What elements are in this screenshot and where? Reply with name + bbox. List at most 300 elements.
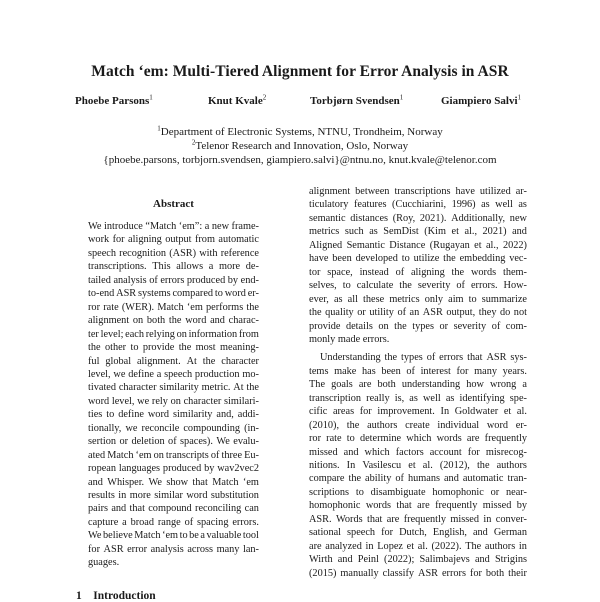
word: define	[128, 368, 154, 380]
word: tionally,	[88, 422, 122, 434]
word: or	[357, 307, 366, 319]
word: Goldwater	[454, 406, 499, 418]
word: languages	[118, 463, 161, 475]
contact-emails	[0, 154, 600, 166]
word: improvement.	[377, 406, 435, 418]
word: missed	[450, 513, 480, 525]
word: Strigins	[494, 554, 527, 566]
word: authors	[484, 540, 516, 552]
word: as	[445, 392, 455, 404]
word: ror	[309, 433, 322, 445]
author-sup: 1	[399, 93, 404, 102]
word: alignment	[88, 315, 130, 327]
text-line	[88, 274, 259, 287]
word: error	[127, 543, 148, 555]
word: the	[348, 473, 362, 485]
word: The	[465, 540, 482, 552]
word: ‘em	[242, 476, 259, 488]
text-line	[88, 529, 259, 542]
word: as	[409, 392, 418, 404]
text-line	[88, 502, 259, 515]
word: they	[478, 307, 497, 319]
word: the	[246, 301, 259, 313]
word: to	[355, 486, 364, 498]
word: com-	[505, 320, 527, 332]
word: homophonic	[309, 500, 361, 512]
word: ASR	[486, 352, 507, 364]
word: disambiguate	[370, 486, 426, 498]
word: Match	[212, 476, 239, 488]
word: reconciling	[195, 503, 242, 515]
word: the	[178, 342, 192, 354]
word: and,	[216, 409, 234, 421]
word: areas	[332, 406, 355, 418]
text-line	[309, 486, 527, 499]
word: introduce	[103, 221, 143, 232]
word: show	[166, 476, 189, 488]
word: frequently	[403, 513, 447, 525]
word: a	[522, 379, 527, 391]
word: really	[366, 392, 390, 404]
word: the	[168, 315, 182, 327]
paper-title: Match ‘em: Multi-Tiered Alignment for Error Analysis in ASR	[91, 63, 509, 80]
word: 2021)	[482, 226, 507, 238]
word: many	[216, 543, 240, 555]
text-line	[88, 489, 259, 502]
word: rate	[103, 301, 119, 313]
word: ever,	[309, 293, 329, 305]
author-4	[441, 95, 521, 107]
word: authors	[496, 460, 527, 471]
word: vec-	[509, 253, 527, 265]
word: instead	[359, 266, 389, 278]
text-line	[309, 472, 527, 485]
word: er-	[247, 288, 259, 300]
word: or	[490, 486, 500, 498]
word: the	[476, 460, 490, 471]
text-line	[88, 422, 259, 435]
word: (2022).	[431, 540, 462, 552]
text-line-content: monly made errors.	[309, 333, 390, 345]
word: them-	[502, 266, 527, 278]
word: aligning	[128, 234, 162, 246]
word: Distance	[389, 239, 426, 251]
word: of	[184, 516, 194, 528]
word: of	[456, 280, 465, 292]
word: types	[401, 352, 423, 364]
text-line	[88, 220, 259, 233]
word: that	[192, 476, 208, 488]
word: ASR	[422, 307, 443, 319]
word: Match	[134, 530, 161, 542]
word: space,	[327, 266, 353, 278]
text-line	[88, 381, 259, 394]
text-line	[309, 405, 527, 418]
text-line	[309, 266, 527, 279]
word: systems	[138, 288, 171, 300]
author-3	[310, 95, 403, 107]
word: We	[216, 436, 230, 448]
word: (WER).	[121, 301, 155, 313]
word: as	[333, 293, 343, 305]
word: are	[466, 433, 480, 445]
text-line	[309, 293, 527, 306]
word: transcriptions	[394, 186, 451, 197]
text-line	[309, 392, 527, 405]
word: sertion	[88, 436, 117, 448]
word: do	[499, 307, 511, 319]
word: (in-	[244, 422, 259, 434]
word: (Rugayan	[429, 239, 470, 251]
text-line	[309, 279, 527, 292]
word: tool	[242, 530, 259, 542]
text-line	[309, 567, 527, 580]
word: of	[491, 320, 501, 332]
word: mo-	[242, 368, 259, 380]
word: tems	[309, 365, 329, 377]
word: Semantic	[346, 239, 385, 251]
word: Match	[107, 449, 134, 461]
text-line	[88, 435, 259, 448]
word: ter	[88, 328, 99, 340]
word: as	[369, 226, 378, 238]
word: similar	[154, 490, 183, 501]
word: word	[186, 490, 208, 501]
word: ASR	[418, 567, 439, 579]
word: transcripts	[165, 449, 209, 461]
word: global	[105, 355, 132, 367]
author-name: Phoebe Parsons	[75, 95, 150, 107]
section-heading	[76, 590, 156, 602]
word: such	[344, 226, 364, 238]
word: provide	[142, 342, 175, 354]
word: spe-	[509, 392, 527, 404]
word: each	[125, 328, 145, 340]
word: for	[469, 567, 482, 579]
word: tailed	[88, 274, 111, 286]
word: create	[405, 419, 430, 431]
word: to	[106, 409, 115, 421]
word: word	[224, 288, 246, 300]
word: 2022)	[502, 239, 527, 251]
text-line	[309, 306, 527, 319]
word: has	[361, 365, 376, 377]
author-sup: 1	[149, 93, 153, 102]
word: and	[210, 315, 225, 327]
word: by	[204, 463, 215, 475]
word: sational	[309, 527, 342, 539]
word: are	[386, 513, 400, 525]
word: their	[508, 567, 527, 579]
word: In	[346, 460, 356, 471]
word: on	[378, 320, 389, 332]
word: are	[309, 540, 322, 552]
section-title: Introduction	[93, 590, 156, 602]
word: (ASR)	[169, 247, 197, 259]
word: not	[513, 307, 527, 319]
word: of	[210, 449, 220, 461]
word: individual	[437, 419, 480, 431]
word: that	[129, 503, 145, 515]
word: ror	[88, 301, 101, 313]
word: Dutch,	[399, 527, 427, 539]
author-1	[75, 95, 153, 107]
word: automatic	[218, 234, 259, 246]
word: been	[381, 365, 401, 377]
word: errors	[441, 567, 466, 579]
text-line	[88, 462, 259, 475]
word: the	[384, 352, 398, 364]
word: new	[211, 221, 230, 232]
word: missed	[482, 500, 512, 512]
word: produced	[162, 463, 202, 475]
word: This	[152, 261, 171, 273]
word: ropean	[88, 463, 117, 475]
word: across	[187, 543, 214, 555]
word: and	[443, 473, 459, 485]
word: in	[118, 490, 127, 501]
word: to	[342, 280, 351, 292]
word: word	[185, 315, 207, 327]
word: meaning-	[220, 342, 259, 354]
word: nitions.	[309, 460, 340, 471]
word: both	[146, 315, 166, 327]
text-line	[309, 351, 527, 364]
text-line	[309, 225, 527, 238]
word: 1996)	[451, 199, 476, 211]
author-name: Torbjørn Svendsen	[310, 95, 400, 107]
word: range	[157, 516, 181, 528]
word: the	[246, 382, 259, 394]
word: a	[208, 261, 214, 273]
word: Salimbajevs	[419, 554, 470, 566]
word: or	[439, 320, 449, 332]
word: compared	[172, 288, 214, 300]
word: can	[244, 503, 259, 515]
word: of	[397, 307, 407, 319]
word: Match	[157, 301, 184, 313]
word: frame-	[231, 221, 259, 232]
text-line	[88, 247, 259, 260]
word: similari-	[224, 395, 259, 407]
word: information	[188, 328, 238, 340]
word: allows	[176, 261, 204, 273]
text-line	[88, 260, 259, 273]
email-text: {phoebe.parsons, torbjorn.svendsen, giampiero.salvi}@ntnu.no, knut.kvale@telenor.com	[103, 154, 497, 166]
word: speech	[347, 527, 376, 539]
abstract-heading: Abstract	[153, 198, 194, 210]
word: interest	[420, 365, 451, 377]
word: frequently	[484, 433, 527, 445]
text-line	[309, 239, 527, 252]
word: new	[509, 212, 527, 224]
word: output,	[446, 307, 476, 319]
word: identifying	[459, 392, 505, 404]
word: of	[395, 266, 405, 278]
word: quality	[325, 307, 354, 319]
text-line	[309, 365, 527, 378]
word: conver-	[495, 513, 527, 525]
word: well	[422, 392, 441, 404]
word: ability	[365, 473, 392, 485]
word: wrong	[490, 379, 517, 391]
word: al.,	[464, 226, 478, 238]
text-line	[309, 459, 527, 472]
word: many	[474, 365, 497, 377]
text-line	[309, 446, 527, 459]
word: evalu-	[233, 436, 259, 448]
word: end-	[240, 274, 259, 286]
word: only	[424, 293, 444, 305]
text-line	[309, 212, 527, 225]
word: Eu-	[244, 449, 259, 461]
word: both	[485, 567, 505, 579]
word: analysis	[150, 543, 184, 555]
word: spacing	[197, 516, 229, 528]
word: tran-	[507, 473, 527, 485]
word: ‘em”:	[178, 221, 203, 232]
word: How-	[503, 280, 527, 292]
word: both	[377, 379, 396, 391]
word: a	[122, 516, 127, 528]
word: the	[451, 266, 465, 278]
word: al.	[422, 460, 433, 471]
word: distances	[350, 212, 389, 224]
word: understanding	[401, 379, 461, 391]
word: broad	[130, 516, 155, 528]
word: is,	[394, 392, 405, 404]
word: produced	[186, 274, 226, 286]
word: (2012),	[439, 460, 470, 471]
word: believe	[102, 530, 133, 542]
word: more	[129, 490, 151, 501]
word: (Kim	[424, 226, 446, 238]
text-line	[309, 419, 527, 432]
word: ties	[88, 409, 103, 421]
word: and	[512, 226, 527, 238]
word: In	[440, 406, 450, 418]
word: ated	[88, 449, 106, 461]
word: et	[406, 540, 415, 552]
word: al.	[516, 406, 527, 418]
word: the	[88, 342, 101, 354]
word: Additionally,	[451, 212, 506, 224]
word: utilized	[479, 186, 511, 197]
word: more	[218, 261, 241, 273]
word: compounding	[183, 422, 240, 434]
word: errors	[439, 352, 464, 364]
word: most	[195, 342, 216, 354]
word: these	[363, 293, 385, 305]
word: and	[111, 503, 127, 515]
word: compare	[309, 473, 345, 485]
text-line	[309, 333, 527, 346]
word: for	[467, 446, 480, 458]
word: and	[472, 527, 488, 539]
word: word	[88, 395, 110, 407]
word: work	[88, 234, 110, 246]
word: have	[455, 186, 475, 197]
word: of	[426, 352, 436, 364]
author-2	[208, 95, 266, 107]
word: The	[309, 379, 326, 391]
text-line	[88, 341, 259, 354]
word: errors.	[232, 516, 259, 528]
word: ‘em	[135, 449, 152, 461]
word: classify	[382, 567, 415, 579]
word: features	[353, 199, 387, 211]
word: metric.	[201, 382, 231, 394]
word: missed	[309, 446, 338, 458]
word: that	[396, 500, 412, 512]
word: character	[118, 382, 157, 394]
affiliation-text: Telenor Research and Innovation, Oslo, Norway	[195, 140, 409, 152]
word: we	[125, 422, 138, 434]
word: that	[467, 352, 483, 364]
word: and	[474, 554, 490, 566]
text-line	[88, 328, 259, 341]
word: level,	[111, 395, 135, 407]
word: are	[358, 379, 372, 391]
word: character	[221, 355, 259, 367]
word: pairs	[88, 503, 109, 515]
text-line	[309, 526, 527, 539]
word: we	[137, 395, 150, 407]
section-number: 1	[76, 590, 82, 602]
word: de-	[245, 261, 259, 273]
word: aligning	[410, 266, 445, 278]
text-line	[309, 185, 527, 198]
word: et	[451, 226, 459, 238]
word: metrics	[309, 226, 340, 238]
word: English,	[432, 527, 467, 539]
word: word	[147, 409, 170, 421]
word: automatic	[462, 473, 504, 485]
word: level,	[88, 368, 111, 380]
text-line	[309, 320, 527, 333]
word: we	[113, 368, 126, 380]
word: performs	[206, 301, 244, 313]
word: all	[347, 293, 358, 305]
word: 2021).	[419, 212, 447, 224]
word: “Match	[145, 221, 177, 232]
word: as	[518, 199, 527, 211]
word: charac-	[228, 315, 259, 327]
word: errors.	[470, 280, 498, 292]
word: factors	[395, 446, 424, 458]
word: which	[364, 446, 390, 458]
word: spaces).	[180, 436, 213, 448]
word: of	[149, 274, 158, 286]
word: We	[88, 530, 102, 542]
word: a	[200, 530, 205, 542]
word: to	[214, 288, 223, 300]
text-line	[309, 499, 527, 512]
word: ‘em	[186, 301, 203, 313]
word: manually	[340, 567, 379, 579]
word: ‘em	[162, 530, 179, 542]
word: (2010),	[309, 419, 340, 431]
word: for	[359, 406, 372, 418]
word: transcriptions.	[88, 261, 147, 273]
word: account	[429, 446, 462, 458]
word: which	[406, 433, 432, 445]
word: to	[401, 253, 410, 265]
word: to	[179, 530, 188, 542]
word: authors	[367, 419, 398, 431]
word: on	[170, 395, 181, 407]
word: details	[345, 320, 373, 332]
